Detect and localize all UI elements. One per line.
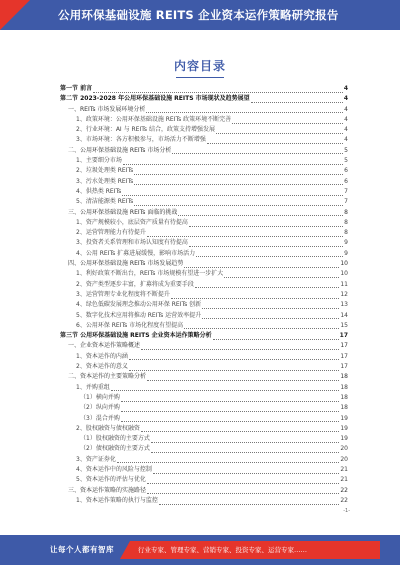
toc-leader-dots	[141, 343, 339, 350]
toc-leader-dots	[147, 374, 339, 381]
toc-leader-dots	[147, 477, 340, 484]
toc-entry-page: 17	[340, 363, 348, 371]
toc-entry[interactable]	[60, 383, 348, 393]
toc-entry[interactable]	[60, 362, 348, 372]
toc-entry[interactable]	[60, 496, 348, 506]
toc-entry-label: 4、公用 REITs 扩募进展缓慢，影响市场活力	[76, 249, 196, 257]
toc-leader-dots	[129, 353, 340, 360]
toc-leader-dots	[202, 312, 339, 319]
report-title: 公用环保基础设施 REITS 企业资本运作策略研究报告	[58, 8, 339, 22]
toc-entry-label: 第二节 2023-2028 年公用环保基础设施 REITS 市场现状及趋势展望	[60, 95, 250, 103]
toc-entry[interactable]	[60, 372, 348, 382]
toc-leader-dots	[129, 364, 340, 371]
toc-entry-label: 3、运营管理专业化程度将不断提升	[76, 290, 170, 298]
toc-leader-dots	[134, 178, 343, 185]
toc-entry[interactable]	[60, 290, 348, 300]
toc-entry-page: 19	[340, 424, 348, 432]
toc-entry[interactable]	[60, 115, 348, 125]
toc-leader-dots	[151, 446, 340, 453]
toc-entry-page: 18	[340, 373, 348, 381]
toc-leader-dots	[141, 425, 340, 432]
table-of-contents	[60, 84, 348, 506]
toc-entry-label: 2、资本运作的意义	[76, 363, 128, 371]
toc-entry[interactable]	[60, 208, 348, 218]
toc-entry[interactable]	[60, 228, 348, 238]
toc-leader-dots	[123, 158, 343, 165]
toc-entry-label: 4、绿色低碳发展理念推动公用环保 REITs 创新	[76, 301, 202, 309]
toc-entry-label: 3、污水处理类 REITs	[76, 177, 134, 185]
toc-leader-dots	[207, 137, 343, 144]
toc-entry-page: 12	[340, 290, 348, 298]
toc-entry-label: 5、资本运作的评估与优化	[76, 476, 146, 484]
toc-entry-page: 17	[339, 332, 348, 340]
toc-entry-page: 18	[340, 383, 348, 391]
toc-entry-page: 15	[340, 321, 348, 329]
toc-heading	[0, 57, 400, 78]
toc-leader-dots	[117, 456, 340, 463]
toc-entry[interactable]	[60, 166, 348, 176]
toc-entry[interactable]	[60, 197, 348, 207]
toc-leader-dots	[213, 333, 339, 340]
footer-band-cut	[120, 541, 130, 559]
toc-entry[interactable]	[60, 177, 348, 187]
toc-leader-dots	[171, 292, 340, 299]
toc-entry-label: 2、股权融资与债权融资	[76, 424, 140, 432]
toc-entry-page: 4	[343, 95, 348, 103]
toc-leader-dots	[147, 487, 339, 494]
toc-entry-page: 18	[340, 393, 348, 401]
toc-entry-page: 13	[340, 301, 348, 309]
toc-entry[interactable]	[60, 352, 348, 362]
toc-entry-label: 第一节 前言	[60, 85, 93, 92]
toc-entry-label: （1）股权融资的主要方式	[80, 435, 150, 443]
toc-entry-page: 6	[344, 177, 348, 185]
toc-entry-label: 1、资产规模较小，底层资产质量有待提高	[76, 218, 188, 226]
toc-entry-label: 3、投资者关系管理和市场认知度有待提高	[76, 239, 188, 247]
toc-entry-label: 四、公用环保基础设施 REITs 市场发展趋势	[68, 260, 184, 268]
toc-entry-label: 5、数字化技术应用将推动 REITs 运营效率提升	[76, 311, 202, 319]
toc-entry[interactable]	[60, 321, 348, 331]
toc-entry-page: 5	[344, 157, 348, 165]
toc-leader-dots	[153, 467, 340, 474]
toc-leader-dots	[172, 147, 343, 154]
footer-red-band	[120, 541, 380, 559]
toc-entry-page: 10	[340, 260, 348, 268]
toc-entry-page: 4	[343, 85, 348, 92]
toc-entry-page: 17	[340, 342, 348, 350]
toc-entry-page: 4	[344, 136, 348, 144]
toc-entry-label: 1、资本运作策略的执行与监控	[76, 496, 158, 504]
toc-entry-label: （3）混合并购	[80, 414, 120, 422]
toc-entry[interactable]	[60, 455, 348, 465]
toc-entry[interactable]	[60, 125, 348, 135]
toc-entry[interactable]	[60, 403, 348, 413]
footer-bar	[0, 535, 400, 565]
toc-entry-page: 19	[340, 414, 348, 422]
toc-entry-label: 三、资本运作策略的实施路径	[68, 486, 147, 494]
toc-entry-label: （2）纵向并购	[80, 404, 120, 412]
toc-entry[interactable]	[60, 414, 348, 424]
toc-entry-page: 8	[344, 208, 348, 216]
toc-entry-label: 6、公用环保 REITs 市场化程度有望提高	[76, 321, 184, 329]
toc-entry-label: 3、资产证券化	[76, 455, 116, 463]
footer-tagline: 行业专家、管理专家、营销专家、投资专家、运营专家……	[138, 546, 307, 554]
toc-entry[interactable]	[60, 434, 348, 444]
toc-entry-page: 4	[344, 105, 348, 113]
toc-leader-dots	[147, 230, 343, 237]
footer-slogan: 让每个人都有智库	[50, 545, 114, 554]
toc-leader-dots	[195, 281, 340, 288]
toc-entry[interactable]	[60, 269, 348, 279]
toc-leader-dots	[151, 436, 340, 443]
toc-entry-label: 二、资本运作的主要策略分析	[68, 373, 147, 381]
toc-entry-label: 一、REITs 市场发展环境分析	[68, 105, 146, 113]
toc-entry-page: 21	[340, 465, 348, 473]
toc-entry-label: 2、运营管理能力有待提升	[76, 229, 146, 237]
toc-entry-page: 14	[340, 311, 348, 319]
toc-leader-dots	[134, 168, 343, 175]
toc-entry-label: 2、行业环境：AI 与 REITs 结合，政策支持增强发展	[76, 126, 215, 134]
toc-leader-dots	[232, 117, 343, 124]
toc-leader-dots	[122, 189, 343, 196]
toc-leader-dots	[121, 415, 340, 422]
toc-entry-page: 17	[340, 352, 348, 360]
toc-entry-page: 18	[340, 404, 348, 412]
toc-entry[interactable]	[60, 331, 348, 341]
toc-entry-label: 3、市场环境：各方积极参与，市场活力不断增强	[76, 136, 206, 144]
toc-leader-dots	[121, 395, 340, 402]
toc-entry[interactable]	[60, 238, 348, 248]
toc-entry-label: （1）横向并购	[80, 393, 120, 401]
toc-entry-label: 1、政策环境：公用环保基础设施 REITs 政策环境不断完善	[76, 115, 232, 123]
toc-entry-page: 11	[340, 280, 348, 288]
toc-leader-dots	[184, 261, 339, 268]
toc-entry-label: 5、清洁能源类 REITs	[76, 198, 134, 206]
toc-entry-page: 19	[340, 435, 348, 443]
toc-entry-page: 5	[344, 146, 348, 154]
toc-entry-page: 10	[340, 270, 348, 278]
toc-entry[interactable]	[60, 105, 348, 115]
toc-entry-label: 4、供热类 REITs	[76, 187, 122, 195]
toc-leader-dots	[189, 240, 343, 247]
toc-entry-page: 6	[344, 167, 348, 175]
toc-entry[interactable]	[60, 393, 348, 403]
toc-entry-page: 9	[344, 249, 348, 257]
toc-entry-label: 一、企业资本运作策略概述	[68, 342, 141, 350]
toc-leader-dots	[189, 220, 343, 227]
toc-entry-label: 1、资本运作的内涵	[76, 352, 128, 360]
toc-entry[interactable]	[60, 84, 348, 94]
toc-leader-dots	[134, 199, 343, 206]
toc-entry[interactable]	[60, 486, 348, 496]
toc-leader-dots	[251, 96, 343, 103]
toc-entry[interactable]	[60, 280, 348, 290]
toc-leader-dots	[202, 302, 339, 309]
toc-entry[interactable]	[60, 444, 348, 454]
toc-leader-dots	[146, 106, 343, 113]
toc-entry-page: 7	[344, 187, 348, 195]
toc-entry[interactable]	[60, 341, 348, 351]
toc-entry-page: 7	[344, 198, 348, 206]
toc-entry[interactable]	[60, 187, 348, 197]
toc-entry-page: 9	[344, 239, 348, 247]
toc-entry-label: 二、公用环保基础设施 REITs 市场分析	[68, 146, 172, 154]
toc-entry[interactable]	[60, 465, 348, 475]
toc-heading-underline	[176, 77, 224, 78]
toc-entry-label: 1、利好政策不断出台，REITs 市场规模有望进一步扩大	[76, 270, 224, 278]
toc-entry-page: 4	[344, 126, 348, 134]
toc-entry-label: 三、公用环保基础设施 REITs 面临的挑战	[68, 208, 178, 216]
toc-entry-label: 1、主要细分市场	[76, 157, 122, 165]
toc-leader-dots	[224, 271, 339, 278]
toc-entry-page: 20	[340, 445, 348, 453]
header-bar	[0, 0, 400, 30]
toc-entry-label: 4、资本运作中的风险与控制	[76, 465, 152, 473]
toc-entry-page: 21	[340, 476, 348, 484]
toc-leader-dots	[121, 405, 340, 412]
toc-entry-page: 20	[340, 455, 348, 463]
toc-entry-page: 8	[344, 218, 348, 226]
toc-entry[interactable]	[60, 218, 348, 228]
toc-leader-dots	[196, 250, 343, 257]
toc-entry[interactable]	[60, 311, 348, 321]
toc-entry[interactable]	[60, 135, 348, 145]
toc-entry-label: （2）债权融资的主要方式	[80, 445, 150, 453]
toc-entry-page: 4	[344, 115, 348, 123]
toc-leader-dots	[184, 322, 339, 329]
toc-entry[interactable]	[60, 300, 348, 310]
toc-entry[interactable]	[60, 94, 348, 104]
toc-leader-dots	[159, 498, 340, 505]
toc-entry[interactable]	[60, 156, 348, 166]
header-accent-triangle	[0, 0, 30, 30]
page-number: -1-	[343, 508, 350, 514]
toc-entry[interactable]	[60, 475, 348, 485]
toc-heading-text: 内容目录	[173, 59, 226, 73]
toc-entry[interactable]	[60, 259, 348, 269]
toc-entry-page: 22	[340, 496, 348, 504]
toc-leader-dots	[111, 384, 340, 391]
toc-leader-dots	[216, 127, 343, 134]
toc-entry[interactable]	[60, 424, 348, 434]
toc-entry-label: 2、资产类型逐步丰富，扩募将成为重要手段	[76, 280, 194, 288]
toc-entry-page: 8	[344, 229, 348, 237]
toc-entry-page: 22	[340, 486, 348, 494]
toc-entry[interactable]	[60, 146, 348, 156]
toc-entry-label: 第三节 公用环保基础设施 REITS 企业资本运作策略分析	[60, 332, 212, 340]
toc-leader-dots	[93, 86, 343, 93]
toc-leader-dots	[178, 209, 343, 216]
toc-entry[interactable]	[60, 249, 348, 259]
toc-entry-label: 2、垃圾处理类 REITs	[76, 167, 134, 175]
toc-entry-label: 1、并购重组	[76, 383, 110, 391]
